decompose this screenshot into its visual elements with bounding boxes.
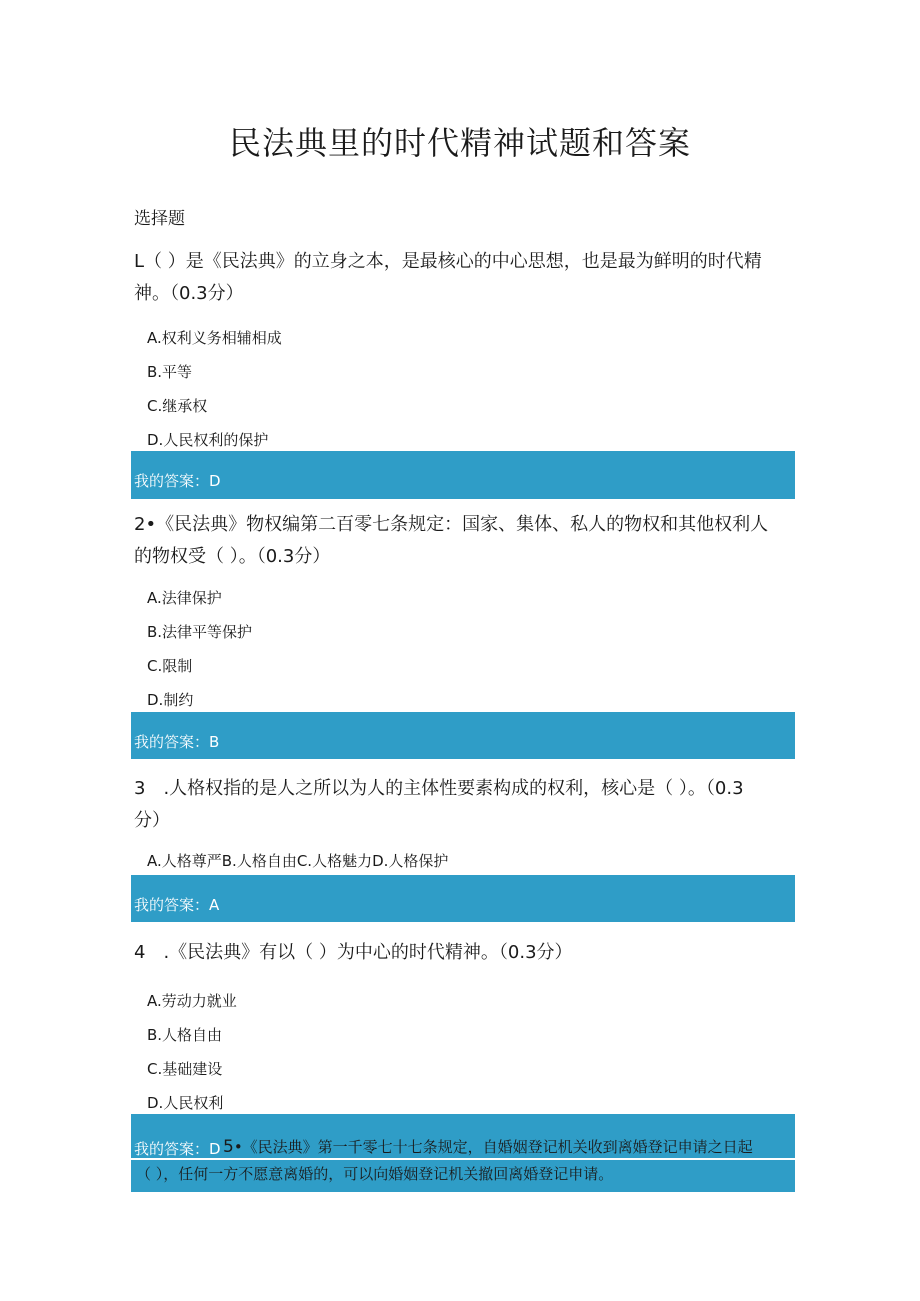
q3-answer: 我的答案：A [134, 896, 220, 914]
question-2 [134, 509, 794, 573]
q1-option-d: D.人民权利的保护 [147, 431, 269, 449]
q2-option-a: A.法律保护 [147, 589, 222, 607]
question-1 [134, 246, 794, 310]
q2-option-d: D.制约 [147, 691, 194, 709]
q2-answer-bar [131, 712, 795, 759]
question-2-line-2: 的物权受（ ）。（0.3分） [134, 546, 331, 567]
q1-option-a: A.权利义务相辅相成 [147, 329, 282, 347]
q3-answer-bar [131, 875, 795, 922]
q3-options-inline: A.人格尊严B.人格自由C.人格魅力D.人格保护 [147, 852, 449, 870]
page-title: 民法典里的时代精神试题和答案 [228, 124, 691, 162]
question-2-line-1: 2•《民法典》物权编第二百零七条规定：国家、集体、私人的物权和其他权利人 [134, 514, 769, 535]
section-label: 选择题 [134, 209, 185, 229]
q2-option-b: B.法律平等保护 [147, 623, 253, 641]
question-5 [223, 1136, 753, 1157]
question-3-line-2: 分） [134, 810, 170, 831]
q1-answer-bar [131, 451, 795, 499]
question-5-line-1: •《民法典》第一千零七十七条规定，自婚姻登记机关收到离婚登记申请之日起 [233, 1138, 753, 1156]
question-5-line-2: （ ），任何一方不愿意离婚的，可以向婚姻登记机关撤回离婚登记申请。 [136, 1165, 614, 1183]
q4-option-c: C.基础建设 [147, 1060, 223, 1078]
q4-option-a: A.劳动力就业 [147, 992, 237, 1010]
question-4-line-1: 4 .《民法典》有以（ ）为中心的时代精神。（0.3分） [134, 942, 573, 963]
q1-option-b: B.平等 [147, 363, 193, 381]
q2-option-c: C.限制 [147, 657, 193, 675]
q4-answer-bar [131, 1114, 795, 1192]
question-3-line-1: 3 .人格权指的是人之所以为人的主体性要素构成的权利，核心是（ ）。（0.3 [134, 778, 744, 799]
question-1-line-2: 神。（0.3分） [134, 283, 244, 304]
bar-divider [131, 1158, 795, 1160]
question-4 [134, 937, 794, 969]
q4-option-b: B.人格自由 [147, 1026, 223, 1044]
q1-option-c: C.继承权 [147, 397, 208, 415]
q2-answer: 我的答案：B [134, 733, 220, 751]
q4-answer: 我的答案：D [134, 1140, 221, 1158]
question-5-number: 5 [223, 1137, 234, 1157]
question-3 [134, 773, 794, 837]
q1-answer: 我的答案：D [134, 472, 221, 490]
question-1-line-1: L（ ）是《民法典》的立身之本，是最核心的中心思想，也是最为鲜明的时代精 [134, 251, 762, 272]
q4-option-d: D.人民权利 [147, 1094, 224, 1112]
